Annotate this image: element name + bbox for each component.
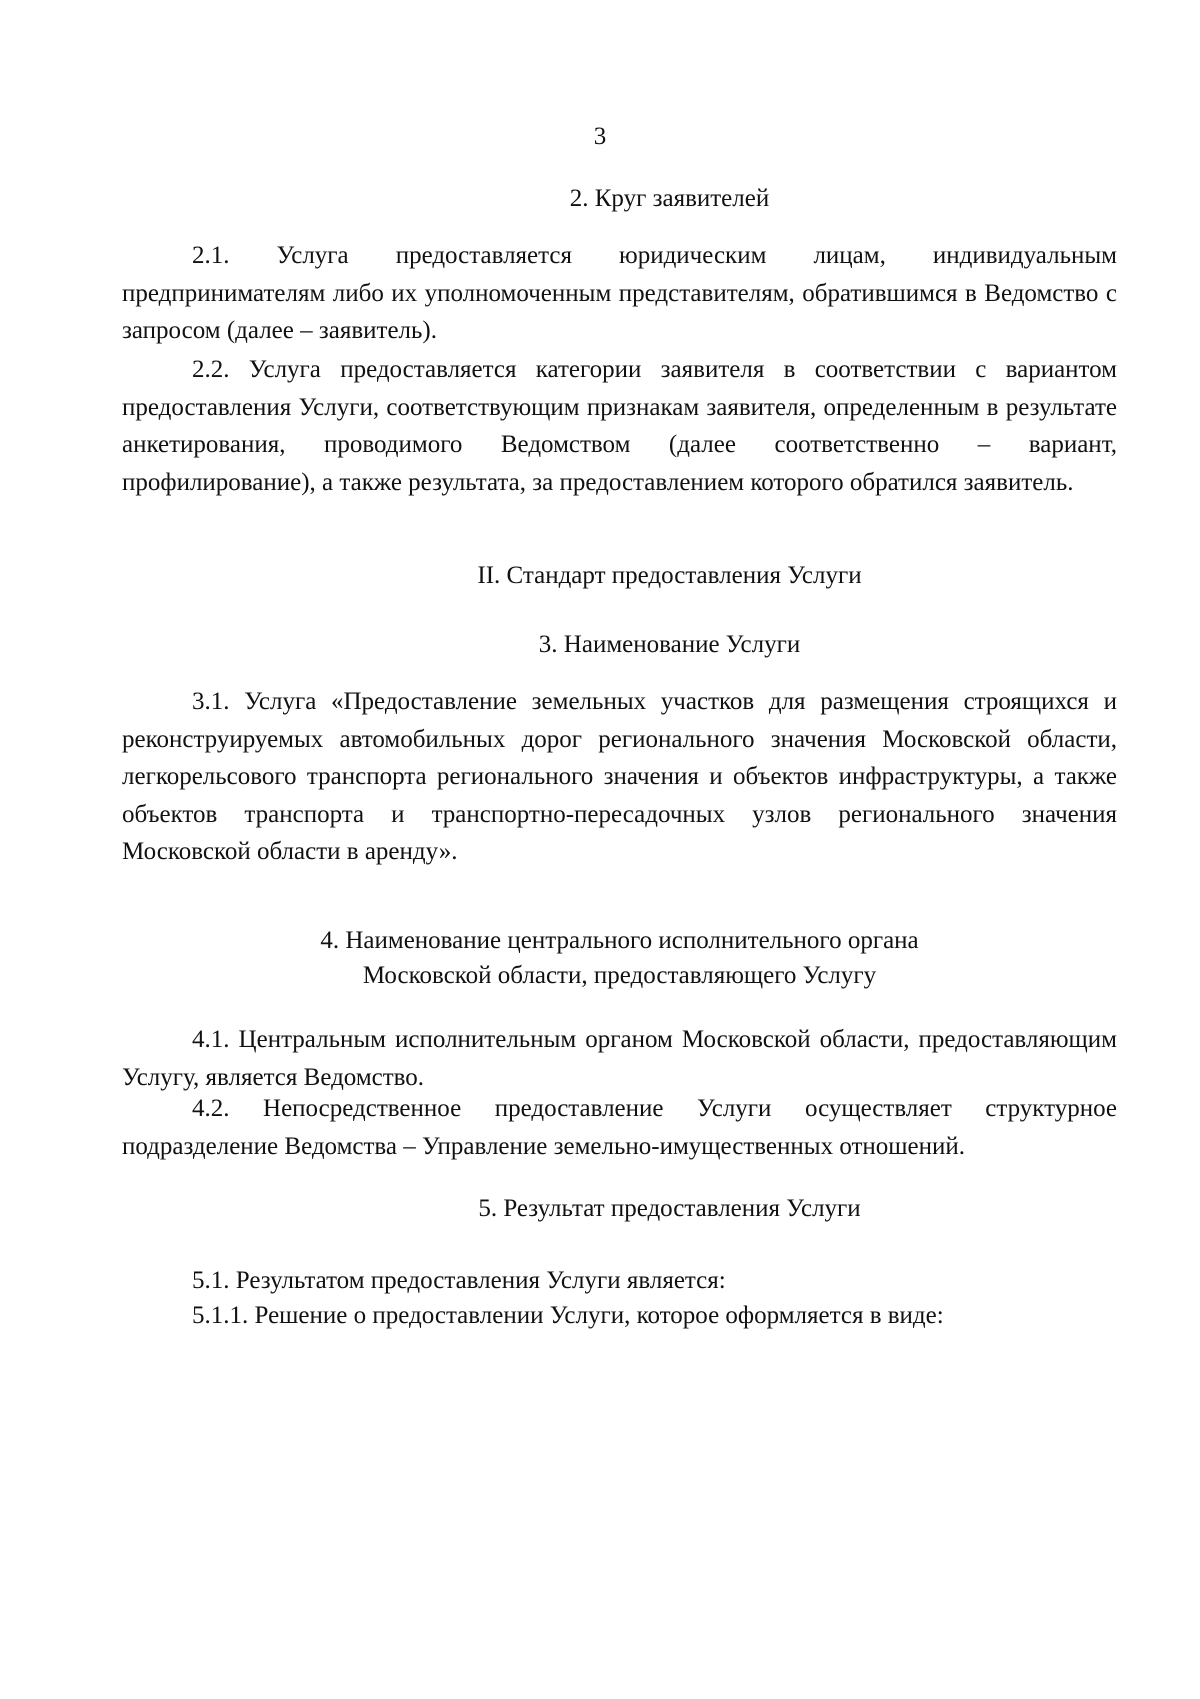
section-4-title-line-1: 4. Наименование центрального исполнительного органа [320, 927, 919, 954]
section-4-title-line-2: Московской области, предоставляющего Услугу [362, 962, 877, 989]
paragraph-5-1-1: 5.1.1. Решение о предоставлении Услуги, которое оформляется в виде: [192, 1302, 944, 1329]
paragraph-2-1: 2.1. Услуга предоставляется юридическим лицам, индивидуальным предпринимателям либо их уполномоченным представителям, обратившимся в Ведомство с запросом (далее – заявитель). [122, 242, 1117, 344]
page-number: 3 [593, 123, 607, 150]
paragraph-5-1: 5.1. Результатом предоставления Услуги является: [192, 1267, 726, 1294]
section-II-title: II. Стандарт предоставления Услуги [477, 562, 862, 589]
paragraph-4-1: 4.1. Центральным исполнительным органом Московской области, предоставляющим Услугу, является Ведомство. [122, 1026, 1117, 1091]
paragraph-4-2: 4.2. Непосредственное предоставление Услуги осуществляет структурное подразделение Ведомства – Управление земельно-имущественных отношений. [122, 1095, 1117, 1160]
paragraph-3-1: 3.1. Услуга «Предоставление земельных участков для размещения строящихся и реконструируемых автомобильных дорог регионального значения Московской области, легкорельсового транспорта регионального значения и объектов инфраструктуры, а также объектов транспорта и транспортно-пересадочных узлов регионального значения Московской области в аренду». [122, 688, 1117, 865]
section-2-title: 2. Круг заявителей [569, 185, 770, 212]
section-5-title: 5. Результат предоставления Услуги [478, 1195, 861, 1222]
paragraph-2-2: 2.2. Услуга предоставляется категории заявителя в соответствии с вариантом предоставления Услуги, соответствующим признакам заявителя, определенным в результате анкетирования, проводимого Ведомством (далее соответственно – вариант, профилирование), а также результата, за предоставлением которого обратился заявитель. [122, 356, 1117, 496]
section-3-title: 3. Наименование Услуги [538, 631, 801, 658]
